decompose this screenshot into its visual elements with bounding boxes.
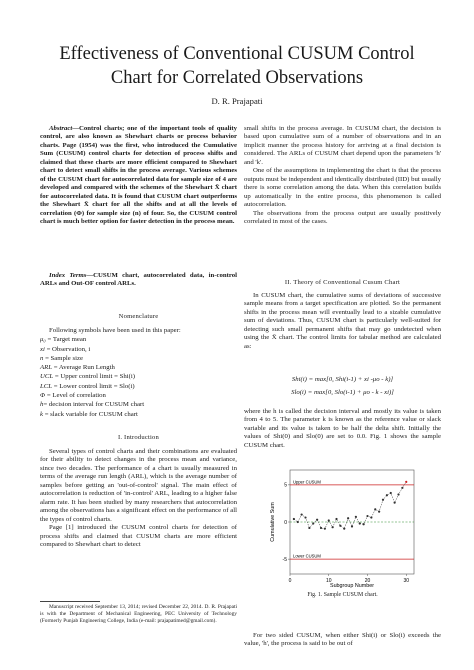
nomenclature-heading: Nomenclature bbox=[118, 313, 159, 320]
y-tick-label: 5 bbox=[284, 482, 287, 489]
nomenclature-item bbox=[40, 335, 237, 344]
x-tick-label: 0 bbox=[288, 578, 292, 584]
x-tick-label: 30 bbox=[403, 578, 410, 584]
nomenclature-intro: Following symbols have been used in this paper: bbox=[49, 327, 181, 334]
cusum-point bbox=[386, 494, 388, 496]
nomenclature-symbol: ARL bbox=[40, 364, 53, 372]
cusum-point bbox=[390, 492, 392, 494]
figure-caption: Fig. 1. Sample CUSUM chart. bbox=[307, 592, 378, 598]
cusum-point bbox=[301, 513, 303, 515]
abstract-label: Abstract bbox=[49, 125, 73, 132]
nomenclature-symbol: xi bbox=[40, 345, 45, 353]
index-terms bbox=[40, 272, 237, 289]
intro-paragraph-2: Page [1] introduced the CUSUM control charts for detection of process shifts and claimed that CUSUM charts are more efficient compared to Shewhart chart to detect bbox=[40, 524, 237, 548]
cusum-point bbox=[347, 517, 349, 519]
nomenclature-symbol: k bbox=[40, 410, 43, 418]
y-tick-label: -5 bbox=[282, 556, 287, 563]
abstract bbox=[40, 125, 237, 226]
nomenclature-item bbox=[40, 382, 237, 391]
cusum-point bbox=[308, 527, 310, 529]
cusum-point bbox=[401, 487, 403, 489]
cusum-point bbox=[394, 502, 396, 504]
introduction-body bbox=[40, 448, 237, 549]
theory-body bbox=[244, 292, 441, 351]
paper-title: Effectiveness of Conventional CUSUM Control Chart for Correlated Observations bbox=[59, 44, 415, 88]
theory-body-2 bbox=[244, 408, 441, 450]
theory-paragraph-2: where the h is called the decision interval and mostly its value is taken from 4 to 5. The parameter k is known as the reference value or slack variable and its value is taken to be half the delta shift. Initially the values of Shi(0) and Slo(0) are set to 0.0. Fig. 1 shows the sample CUSUM chart. bbox=[244, 408, 441, 449]
introduction-heading: I. Introduction bbox=[117, 434, 160, 441]
footnote bbox=[40, 604, 237, 626]
column-two-body bbox=[244, 125, 441, 226]
cusum-point bbox=[374, 508, 376, 510]
nomenclature-definition: = decision interval for CUSUM chart bbox=[43, 401, 145, 409]
equation-shi: Shi(i) = max[0, Shi(i-1) + xi -μo - k)] bbox=[291, 376, 394, 383]
col2-paragraph-2: One of the assumptions in implementing the chart is that the process outputs must be independent and identically distributed (IID) but usually there is some correlation among the data. When this correlation builds up automatically in the entire process, this phenomenon is called autocorrelation. bbox=[244, 167, 441, 209]
cusum-point bbox=[366, 515, 368, 517]
cusum-point bbox=[351, 525, 353, 527]
nomenclature-item bbox=[40, 345, 237, 354]
cusum-chart bbox=[268, 466, 420, 590]
y-axis-label: Cumulative Sum bbox=[270, 502, 276, 542]
x-tick-label: 10 bbox=[325, 578, 332, 584]
theory-heading: II. Theory of Conventional Cusum Chart bbox=[284, 279, 401, 286]
intro-paragraph-1: Several types of control charts and their combinations are evaluated for their ability to detect changes in the process mean and variance, since two decades. The performance of a chart is usually measured in terms of the average run length (ARL), which is the average number of samples before getting an 'out-of-control' signal. The main effect of autocorrelation is reduction of 'in-control' ARL, leading to a higher false alarm rate. It has been studied by many researchers that autocorrelation among the observations has a significant effect on the performance of all the types of control charts. bbox=[40, 448, 237, 523]
index-terms-label: Index Terms bbox=[49, 272, 87, 279]
cusum-point bbox=[320, 527, 322, 529]
nomenclature-item bbox=[40, 363, 237, 372]
nomenclature-list bbox=[40, 326, 237, 419]
nomenclature-definition: = Upper control limit = Shi(i) bbox=[53, 373, 135, 381]
x-tick-label: 20 bbox=[364, 578, 371, 584]
lower-limit-label: Lower CUSUM bbox=[293, 553, 321, 559]
upper-limit-label: Upper CUSUM bbox=[293, 479, 321, 485]
cusum-point bbox=[339, 525, 341, 527]
nomenclature-symbol: h bbox=[40, 401, 44, 409]
final-paragraph: For two sided CUSUM, when either Shi(i) or Slo(i) exceeds the value, 'h', the process is said to be out of bbox=[244, 632, 441, 648]
nomenclature-item bbox=[40, 410, 237, 419]
cusum-point bbox=[324, 528, 326, 530]
nomenclature-symbol: μ₀ bbox=[40, 336, 46, 344]
nomenclature-definition: = slack variable for CUSUM chart bbox=[43, 410, 138, 418]
nomenclature-definition: = Sample size bbox=[43, 354, 83, 362]
nomenclature-item bbox=[40, 391, 237, 400]
cusum-point bbox=[378, 511, 380, 513]
nomenclature-symbol: LCL bbox=[40, 382, 53, 390]
cusum-point bbox=[343, 528, 345, 530]
cusum-point bbox=[297, 521, 299, 523]
cusum-point bbox=[312, 522, 314, 524]
cusum-point bbox=[332, 526, 334, 528]
cusum-point bbox=[397, 493, 399, 495]
nomenclature-definition: = Lower control limit = Slo(i) bbox=[52, 382, 135, 390]
author-name: D. R. Prajapati bbox=[211, 96, 263, 106]
cusum-point bbox=[293, 518, 295, 520]
cusum-point bbox=[328, 519, 330, 521]
nomenclature-definition: = Level of correlation bbox=[45, 392, 106, 400]
theory-paragraph-1: In CUSUM chart, the cumulative sums of deviations of successive sample means from a target specification are plotted. So the permanent shifts in the process mean will eventually lead to a sizable cumulative sum of deviations. Thus, CUSUM chart is particularly well-suited for detecting such small permanent shifts that may go undetected when using the X̄ chart. The control limits for tabular method are calculated as: bbox=[244, 292, 441, 350]
nomenclature-symbol: n bbox=[40, 354, 44, 362]
footnote-rule bbox=[40, 601, 100, 602]
cusum-point bbox=[304, 516, 306, 518]
nomenclature-symbol: UCL bbox=[40, 373, 54, 381]
col2-paragraph-3: The observations from the process output are usually positively correlated in most of the cases. bbox=[244, 209, 441, 225]
nomenclature-definition: = Average Run Length bbox=[52, 364, 115, 372]
nomenclature-item bbox=[40, 372, 237, 381]
x-axis-label: Subgroup Number bbox=[329, 583, 375, 589]
footnote-text: Manuscript received September 13, 2014; revised December 22, 2014. D. R. Prajapati is with the Department of Mechanical Engineering, PEC University of Technology (Formerly Punjab Engineering College, India (e-mail: prajapatimed@gmail.com). bbox=[40, 604, 237, 625]
y-tick-label: 0 bbox=[284, 519, 287, 526]
equation-slo: Slo(i) = max[0, Slo(i-1) + μo - k - xi)] bbox=[291, 389, 394, 396]
cusum-point bbox=[359, 522, 361, 524]
cusum-point bbox=[363, 523, 365, 525]
nomenclature-definition: = Target mean bbox=[45, 336, 87, 344]
col2-paragraph-1: small shifts in the process average. In CUSUM chart, the decision is based upon cumulative sum of a number of observations and in an implicit manner the process history for arriving at a final decision is considered. The ARLs of CUSUM chart depend upon the parameters 'h' and 'k'. bbox=[244, 125, 441, 166]
nomenclature-item bbox=[40, 400, 237, 409]
cusum-point bbox=[382, 499, 384, 501]
nomenclature-item bbox=[40, 354, 237, 363]
final-paragraph-block bbox=[244, 632, 441, 649]
abstract-text: —Control charts; one of the important tools of quality control, are also known as Shewhart charts or process behavior charts. Page (1954) was the first, who introduced the Cumulative Sum (CUSUM) control charts for detection of process shifts and claimed that these charts are more efficient compared to Shewhart chart to detect small shifts in the process average. Various schemes of the CUSUM chart for autocorrelated data for sample size of 4 are developed and compared with the schemes of the Shewhart X̄ chart for autocorrelated data. It is found that CUSUM chart outperforms the Shewhart X̄ chart for all the shifts and at all the levels of correlation (Φ) for sample size (n) of four. So, the CUSUM control chart is much better option for faster detection in the process mean. bbox=[40, 125, 237, 225]
cusum-point bbox=[370, 516, 372, 518]
cusum-point bbox=[405, 481, 407, 483]
nomenclature-definition: = Observation, i bbox=[44, 345, 91, 353]
cusum-point bbox=[355, 516, 357, 518]
cusum-point bbox=[335, 518, 337, 520]
index-terms-text: —CUSUM chart, autocorrelated data, in-control ARLs and Out-OF control ARLs. bbox=[40, 272, 237, 288]
nomenclature-symbol: Φ bbox=[40, 392, 46, 400]
cusum-point bbox=[316, 519, 318, 521]
